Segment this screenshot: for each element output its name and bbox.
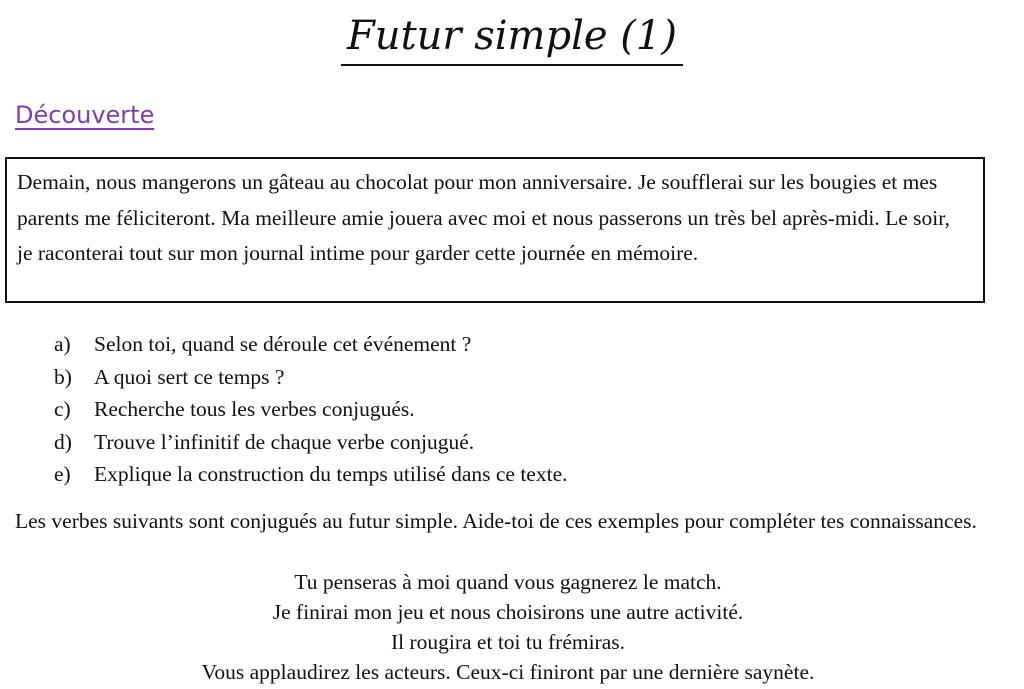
example-sentences bbox=[0, 567, 1016, 687]
question-item bbox=[0, 328, 567, 361]
question-item bbox=[0, 426, 567, 459]
example-sentence: Il rougira et toi tu frémiras. bbox=[390, 630, 626, 654]
question-text: Trouve l’infinitif de chaque verbe conjugué. bbox=[94, 429, 475, 454]
example-sentence: Tu penseras à moi quand vous gagnerez le match. bbox=[294, 570, 722, 594]
question-text: Explique la construction du temps utilisé dans ce texte. bbox=[94, 462, 568, 486]
example-sentence: Je finirai mon jeu et nous choisirons une autre activité. bbox=[272, 600, 744, 624]
question-text: Selon toi, quand se déroule cet événement ? bbox=[94, 332, 472, 356]
instruction-paragraph: Les verbes suivants sont conjugués au futur simple. Aide-toi de ces exemples pour compléter tes connaissances. bbox=[15, 509, 977, 533]
section-heading-decouverte: Découverte bbox=[15, 101, 155, 129]
question-letter: c) bbox=[54, 397, 71, 421]
question-item bbox=[0, 361, 567, 394]
question-letter: b) bbox=[54, 364, 72, 389]
question-item bbox=[0, 393, 567, 426]
example-sentence: Vous applaudirez les acteurs. Ceux-ci finiront par une dernière saynète. bbox=[201, 660, 815, 684]
question-letter: a) bbox=[54, 332, 71, 356]
question-list bbox=[0, 328, 567, 491]
page-title bbox=[0, 6, 1024, 66]
question-letter: e) bbox=[54, 462, 71, 486]
question-letter: d) bbox=[54, 429, 72, 454]
question-text: Recherche tous les verbes conjugués. bbox=[94, 397, 415, 421]
question-item bbox=[0, 458, 567, 491]
page-title-text: Futur simple (1) bbox=[341, 8, 683, 66]
reading-text-box: Demain, nous mangerons un gâteau au chocolat pour mon anniversaire. Je soufflerai sur les bougies et mes parents me féliciteront. Ma meilleure amie jouera avec moi et nous passerons un très bel après-midi. Le soir, je raconterai tout sur mon journal intime pour garder cette journée en mémoire. bbox=[5, 157, 985, 303]
question-text: A quoi sert ce temps ? bbox=[94, 364, 285, 389]
